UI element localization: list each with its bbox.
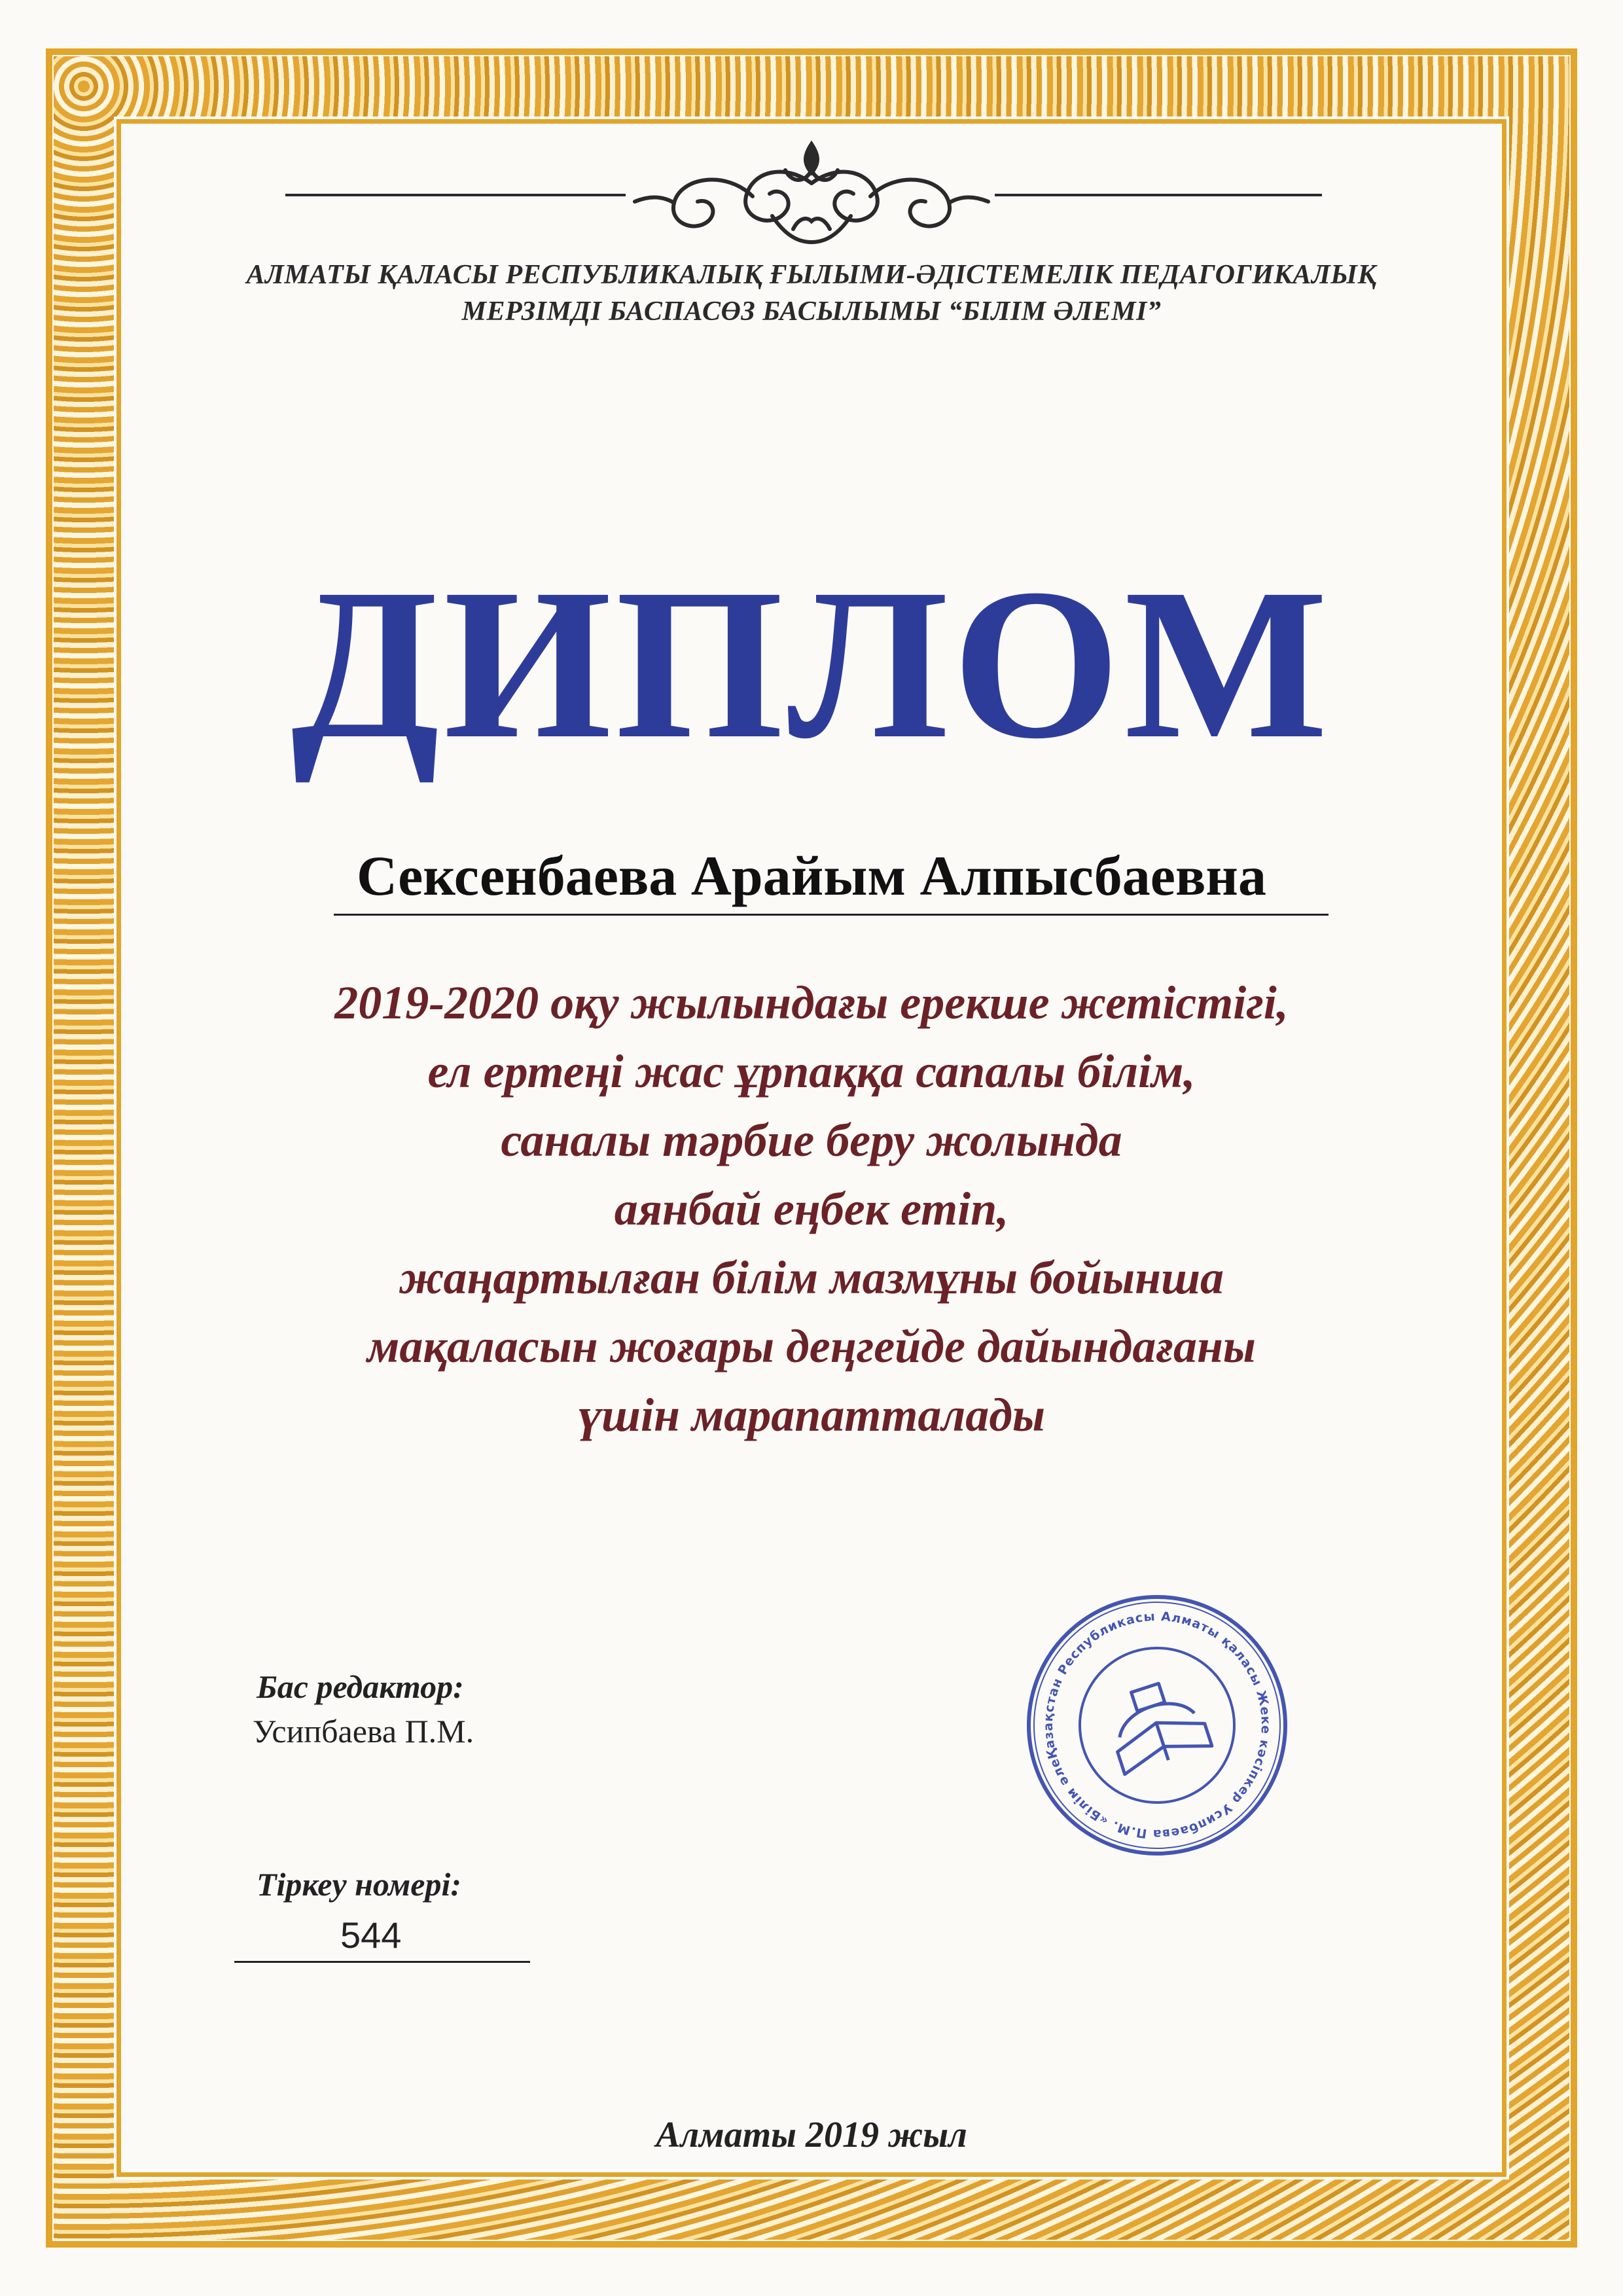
registration-underline — [234, 1961, 530, 1963]
citation-line: ел ертеңі жас ұрпаққа сапалы білім, — [427, 1045, 1196, 1098]
city-year: Алматы 2019 жыл — [656, 2115, 967, 2155]
seal-text: Қазақстан Республикасы Алматы қаласы Жеке кәсіпкер Усипбаева П.М. «Білім әлемі» — [1041, 1609, 1274, 1842]
citation-line: мақаласын жоғары деңгейде дайындағаны — [367, 1320, 1256, 1372]
citation-line: аянбай еңбек етіп, — [614, 1183, 1009, 1235]
registration-label: Тіркеу номері: — [257, 1866, 462, 1903]
header-rule-right — [995, 194, 1322, 196]
header-ornament-icon — [622, 131, 1001, 262]
registration-number: 544 — [340, 1914, 402, 1956]
citation-line: жаңартылған білім мазмұны бойынша — [399, 1251, 1224, 1304]
citation-text — [131, 969, 1492, 1450]
header-rule-left — [285, 194, 626, 196]
citation-line: 2019-2020 оқу жылындағы ерекше жетістігі, — [334, 977, 1289, 1029]
recipient-name: Сексенбаева Арайым Алпысбаевна — [357, 844, 1266, 907]
citation-line: үшін марапатталады — [578, 1389, 1045, 1441]
editor-name: Усипбаева П.М. — [253, 1713, 474, 1749]
editor-label: Бас редактор: — [257, 1668, 464, 1705]
citation-line: саналы тәрбие беру жолында — [501, 1114, 1122, 1166]
official-seal-stamp — [1020, 1588, 1294, 1863]
organization-name-line-2: МЕРЗІМДІ БАСПАСӨЗ БАСЫЛЫМЫ “БІЛІМ ӘЛЕМІ” — [461, 296, 1162, 327]
organization-name-line-1: АЛМАТЫ ҚАЛАСЫ РЕСПУБЛИКАЛЫҚ ҒЫЛЫМИ-ӘДІСТЕМЕЛІК ПЕДАГОГИКАЛЫҚ — [246, 260, 1377, 290]
recipient-underline — [334, 914, 1329, 916]
diploma-title: ДИПЛОМ — [291, 545, 1332, 783]
